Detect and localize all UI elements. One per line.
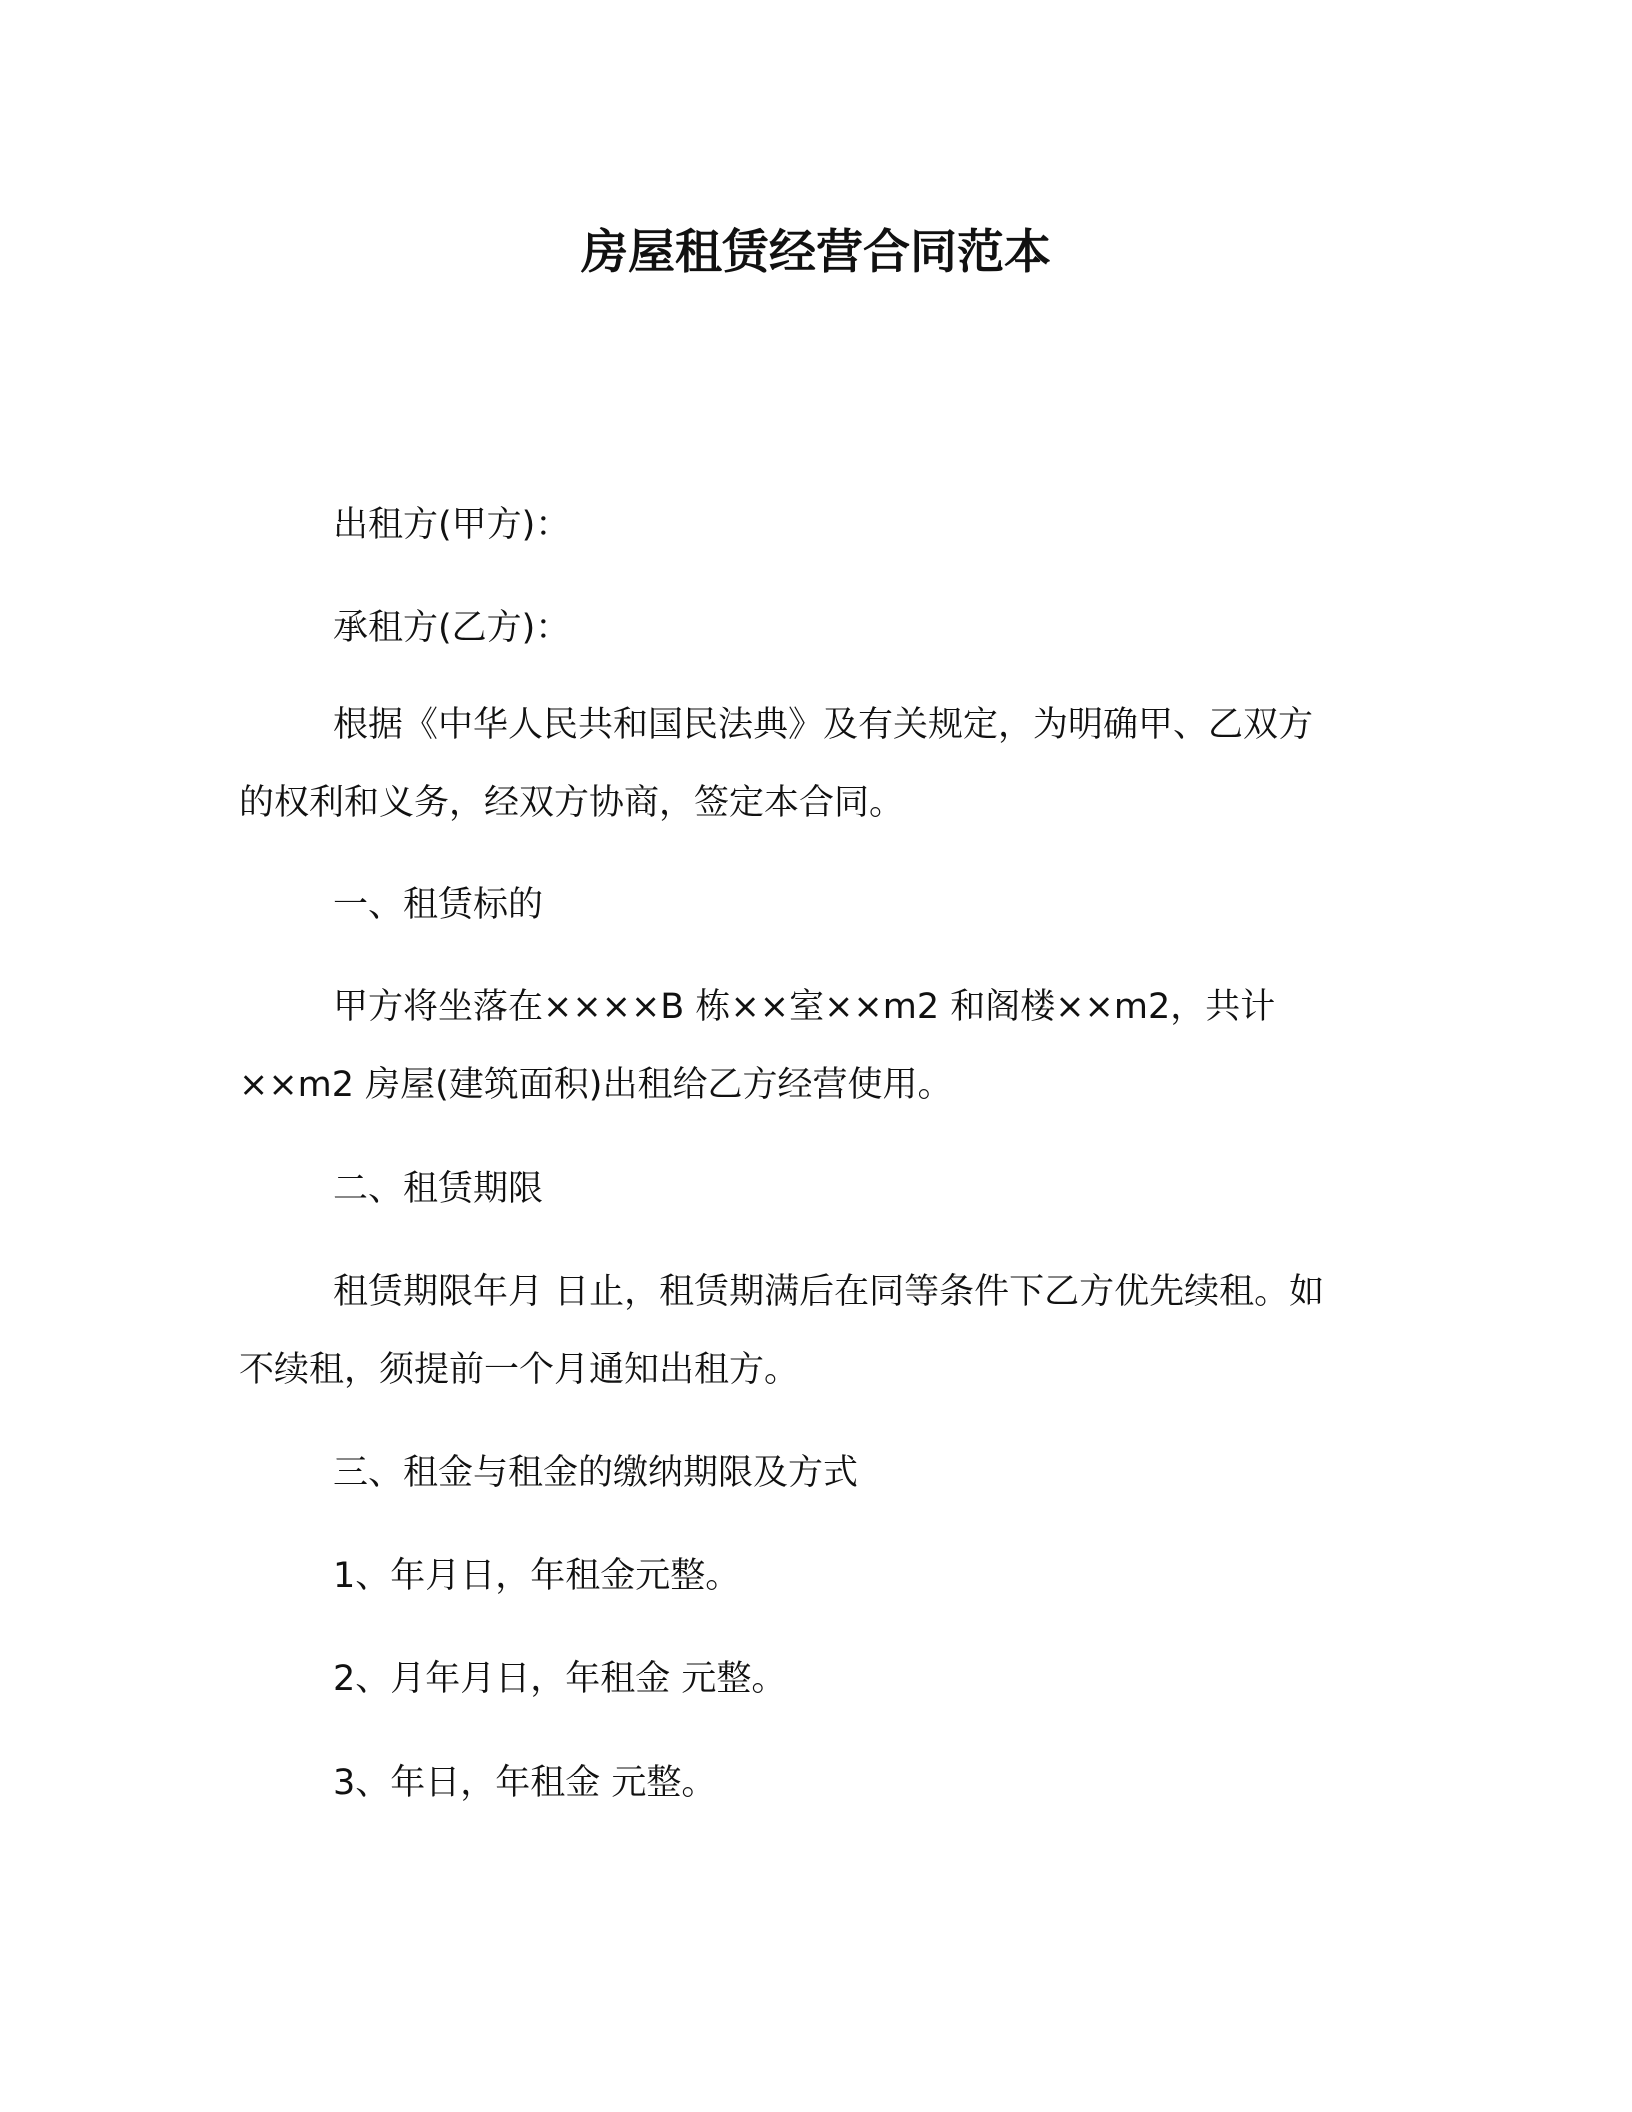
lessee-label	[239, 589, 1389, 667]
section-2-heading-text: 二、租赁期限	[333, 1169, 544, 1209]
section-3-item-3: 3、年日，年租金 元整。	[333, 1763, 717, 1803]
document-title: 房屋租赁经营合同范本	[581, 225, 1051, 280]
preamble-line-2: 的权利和义务，经双方协商，签定本合同。	[239, 783, 905, 823]
section-3-item	[239, 1537, 1389, 1615]
preamble-line-1: 根据《中华人民共和国民法典》及有关规定，为明确甲、乙双方	[333, 705, 1314, 745]
section-1-line-2: ××m2 房屋(建筑面积)出租给乙方经营使用。	[239, 1065, 953, 1105]
lessor-label	[239, 486, 1389, 564]
lessee-label-text: 承租方(乙方)：	[333, 608, 571, 648]
section-1-paragraph	[239, 968, 1389, 1124]
section-3-item	[239, 1640, 1389, 1718]
section-1-heading	[239, 866, 1389, 944]
section-2-line-1: 租赁期限年月 日止，租赁期满后在同等条件下乙方优先续租。如	[333, 1272, 1325, 1312]
section-1-line-1: 甲方将坐落在××××B 栋××室××m2 和阁楼××m2，共计	[333, 987, 1276, 1027]
lessor-label-text: 出租方(甲方)：	[333, 505, 571, 545]
preamble-paragraph	[239, 686, 1389, 842]
section-3-heading-text: 三、租金与租金的缴纳期限及方式	[333, 1453, 859, 1493]
section-3-item-1: 1、年月日，年租金元整。	[333, 1556, 741, 1596]
section-1-heading-text: 一、租赁标的	[333, 885, 544, 925]
section-3-item-2: 2、月年月日，年租金 元整。	[333, 1659, 787, 1699]
section-2-heading	[239, 1150, 1389, 1228]
section-2-paragraph	[239, 1253, 1389, 1409]
section-3-heading	[239, 1434, 1389, 1512]
section-3-item	[239, 1744, 1389, 1822]
section-2-line-2: 不续租，须提前一个月通知出租方。	[239, 1350, 800, 1390]
